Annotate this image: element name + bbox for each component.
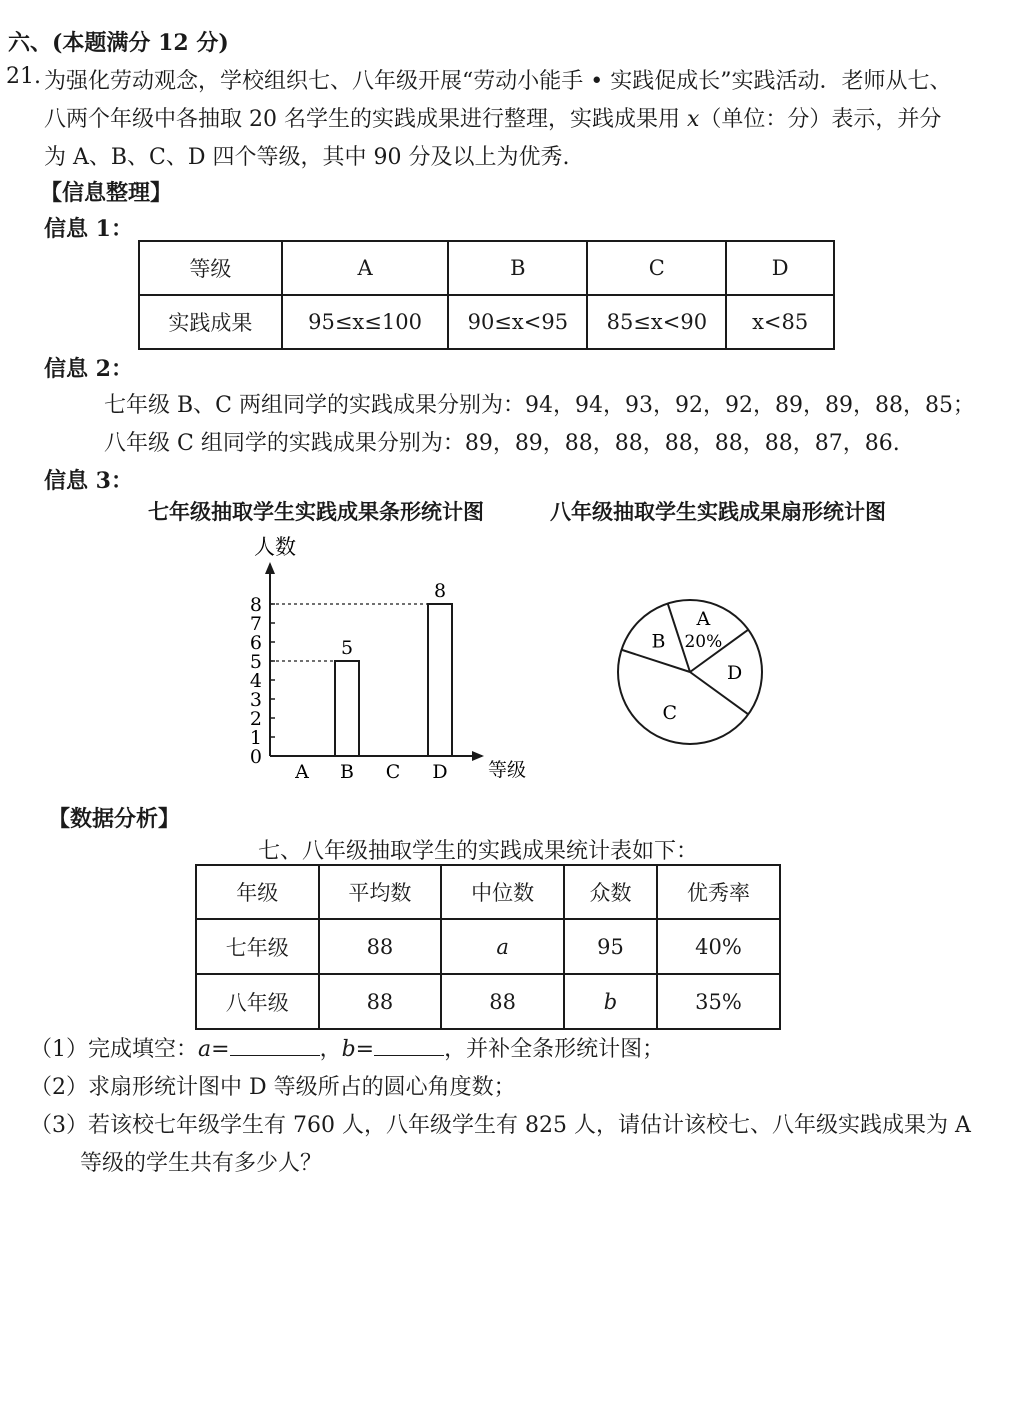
stats-row8-mean: 88 (319, 974, 442, 1029)
x-tick-label: A (295, 761, 309, 783)
slice-percent-A: 20% (684, 631, 723, 652)
task-3-line-1: （3）若该校七年级学生有 760 人，八年级学生有 825 人，请估计该校七、八年级实践成果为 A (30, 1113, 971, 1138)
section-heading: 六、(本题满分 12 分) (8, 30, 229, 56)
stats-row7-median: a (441, 919, 564, 974)
y-axis-arrow (265, 562, 275, 574)
y-tick-label: 4 (249, 670, 262, 692)
stats-header-excellent: 优秀率 (657, 865, 780, 919)
stats-row7-mode: 95 (564, 919, 657, 974)
score-b-cell: 90≤x<95 (448, 295, 587, 349)
y-tick-label: 3 (249, 689, 262, 711)
y-tick-label: 1 (249, 727, 262, 749)
bar-chart-title: 七年级抽取学生实践成果条形统计图 (148, 499, 484, 524)
y-axis-label: 人数 (254, 535, 296, 559)
info2-line-2: 八年级 C 组同学的实践成果分别为：89，89，88，88，88，88，88，87，86. (104, 431, 900, 456)
slice-label-A: A (696, 607, 711, 630)
analysis-title: 【数据分析】 (48, 806, 181, 832)
bar-B (335, 661, 359, 756)
task-1-var-a: a (198, 1037, 212, 1062)
grade-c-cell: C (587, 241, 726, 295)
intro-line-1: 为强化劳动观念，学校组织七、八年级开展“劳动小能手 • 实践促成长”实践活动．老师从七、 (44, 69, 952, 94)
score-c-cell: 85≤x<90 (587, 295, 726, 349)
task-1-eq-a: = (211, 1037, 230, 1062)
data-label-B: 5 (340, 637, 354, 659)
stats-header-mode: 众数 (564, 865, 657, 919)
slice-label-C: C (662, 701, 678, 724)
bar-D (428, 604, 452, 756)
stats-header-grade: 年级 (196, 865, 319, 919)
task-1-end: ，并补全条形统计图； (444, 1037, 665, 1062)
task-1-var-b: b (341, 1037, 356, 1062)
stats-row8-mode: b (564, 974, 657, 1029)
stats-header-mean: 平均数 (319, 865, 442, 919)
task-1-eq-b: = (355, 1037, 375, 1062)
x-tick-label: D (432, 761, 448, 783)
score-header-cell: 实践成果 (139, 295, 282, 349)
grade-d-cell: D (726, 241, 834, 295)
pie-chart-title: 八年级抽取学生实践成果扇形统计图 (550, 499, 886, 524)
grade-range-table (138, 240, 835, 350)
blank-b[interactable] (374, 1035, 444, 1056)
blank-a[interactable] (230, 1035, 320, 1056)
x-tick-label: C (385, 761, 401, 783)
grade-b-cell: B (448, 241, 587, 295)
analysis-caption: 七、八年级抽取学生的实践成果统计表如下： (258, 839, 699, 864)
x-tick-label: B (340, 761, 354, 783)
stats-row7-excellent: 40% (657, 919, 780, 974)
y-tick-label: 0 (249, 746, 262, 768)
intro-line-3: 为 A、B、C、D 四个等级，其中 90 分及以上为优秀. (44, 145, 570, 170)
stats-table (195, 864, 781, 1030)
score-d-cell: x<85 (726, 295, 834, 349)
stats-row8-excellent: 35% (657, 974, 780, 1029)
stats-header-median: 中位数 (441, 865, 564, 919)
stats-row7-mean: 88 (319, 919, 442, 974)
info1-label: 信息 1： (44, 216, 133, 242)
x-axis-arrow (472, 751, 484, 761)
y-tick-label: 8 (249, 594, 262, 616)
stats-row8-median: 88 (441, 974, 564, 1029)
task-1-comma: ， (319, 1037, 342, 1062)
bar-chart (230, 530, 530, 790)
intro-line-2 (44, 102, 941, 133)
y-tick-label: 7 (249, 613, 262, 635)
info2-label: 信息 2： (44, 356, 133, 382)
x-axis-label: 等级 (488, 759, 527, 781)
task-3-line-2: 等级的学生共有多少人？ (80, 1151, 323, 1176)
task-1 (30, 1032, 664, 1063)
stats-row7-grade: 七年级 (196, 919, 319, 974)
stats-row8-grade: 八年级 (196, 974, 319, 1029)
info-section-title: 【信息整理】 (40, 180, 173, 206)
y-tick-label: 2 (249, 708, 262, 730)
grade-a-cell: A (282, 241, 449, 295)
slice-label-D: D (727, 662, 743, 684)
task-2: （2）求扇形统计图中 D 等级所占的圆心角度数； (30, 1075, 516, 1100)
score-a-cell: 95≤x≤100 (282, 295, 449, 349)
y-tick-label: 5 (249, 651, 262, 673)
slice-label-B: B (651, 630, 666, 653)
intro-line-2a: 八两个年级中各抽取 20 名学生的实践成果进行整理，实践成果用 (44, 107, 687, 132)
y-tick-label: 6 (249, 632, 262, 654)
data-label-D: 8 (433, 580, 447, 602)
grade-header-cell: 等级 (139, 241, 282, 295)
info2-line-1: 七年级 B、C 两组同学的实践成果分别为：94，94，93，92，92，89，89，88，85； (104, 393, 975, 418)
intro-line-2b: （单位：分）表示，并分 (699, 107, 942, 132)
task-1-prefix: （1）完成填空： (30, 1037, 198, 1062)
question-number: 21. (6, 64, 41, 89)
intro-var-x: x (686, 107, 700, 132)
pie-chart (600, 582, 780, 762)
info3-label: 信息 3： (44, 468, 133, 494)
